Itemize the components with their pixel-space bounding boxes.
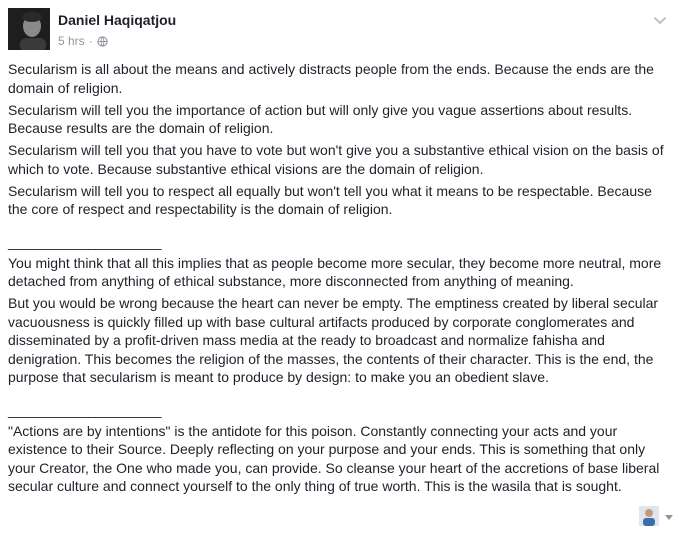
post-meta bbox=[58, 34, 108, 48]
paragraph: Secularism is all about the means and actively distracts people from the ends. Because the ends are the domain of religion. bbox=[8, 61, 654, 96]
paragraph: "Actions are by intentions" is the antidote for this poison. Constantly connecting your acts and your existence to their Source. Deeply reflecting on your purpose and your ends. This is something that only your Creator, the One who made you, can provide. So cleanse your heart of the accretions of base liberal secular culture and connect yourself to the only thing of true worth. This is the wasila that is sought. bbox=[8, 422, 660, 495]
caret-down-icon[interactable] bbox=[663, 510, 675, 522]
post-time[interactable]: 5 hrs bbox=[58, 34, 85, 48]
paragraph: You might think that all this implies that as people become more secular, they become more neutral, more detached from anything of ethical substance, more disconnected from anything of meaning. bbox=[8, 254, 662, 290]
separator-line: _____________________ bbox=[8, 401, 162, 418]
paragraph: Secularism will tell you that you have to vote but won't give you a substantive ethical vision on the basis of which to vote. Because substantive ethical visions are the domain of religion. bbox=[8, 142, 664, 177]
viewer-avatar[interactable] bbox=[639, 506, 659, 526]
meta-separator: · bbox=[88, 34, 93, 48]
globe-icon bbox=[97, 36, 108, 47]
chevron-down-icon[interactable] bbox=[651, 12, 669, 30]
paragraph: Secularism will tell you to respect all equally but won't tell you what it means to be respectable. Because the core of respect and respectability is the domain of religion. bbox=[8, 182, 652, 218]
post-body bbox=[8, 60, 675, 499]
paragraph: Secularism will tell you the importance of action but will only give you vague assertions about results. Because results are the domain of religion. bbox=[8, 101, 633, 137]
viewer-avatar-image bbox=[639, 506, 659, 526]
post-header bbox=[8, 8, 675, 52]
paragraph: But you would be wrong because the heart can never be empty. The emptiness created by liberal secular vacuousness is quickly filled up with base cultural artifacts produced by corporate conglomerates and disseminated by a profit-driven mass media at the ready to broadcast and normalize fahisha and denigration. This becomes the religion of the masses, the contents of their character. This is the end, the purpose that secularism is meant to produce by design: to make you an obedient slave. bbox=[8, 295, 659, 386]
post-footer bbox=[639, 506, 675, 526]
author-avatar[interactable] bbox=[8, 8, 50, 50]
author-name[interactable]: Daniel Haqiqatjou bbox=[58, 12, 177, 28]
separator-line: _____________________ bbox=[8, 233, 162, 250]
avatar-image bbox=[8, 8, 50, 50]
